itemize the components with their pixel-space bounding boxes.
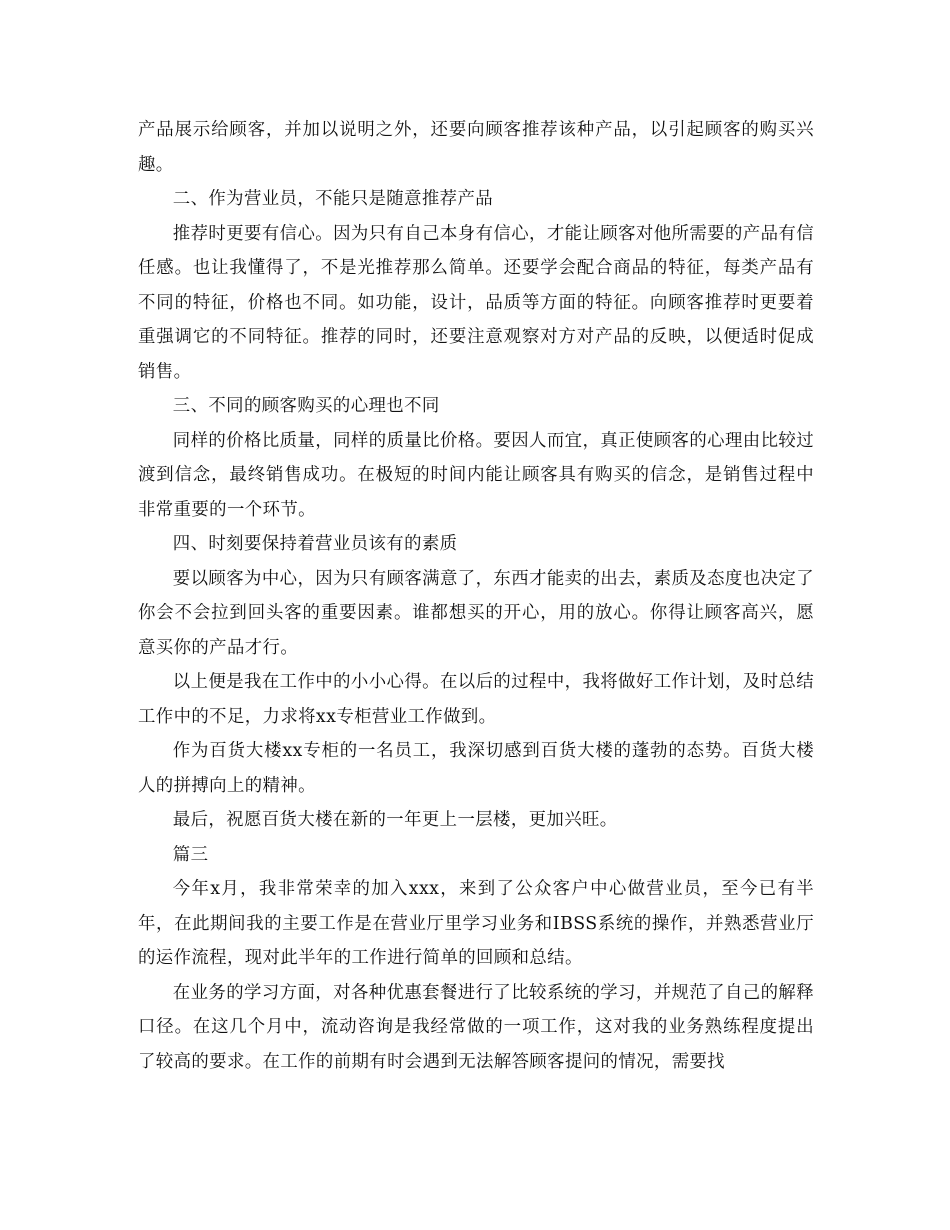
paragraph-customer-centered: 要以顾客为中心，因为只有顾客满意了，东西才能卖的出去，素质及态度也决定了你会不会拉到回头客的重要因素。谁都想买的开心，用的放心。你得让顾客高兴，愿意买你的产品才行。 (138, 568, 814, 658)
paragraph-employee: 作为百货大楼xx专柜的一名员工，我深切感到百货大楼的蓬勃的态势。百货大楼人的拼搏向上的精神。 (138, 741, 814, 796)
paragraph-business-learning: 在业务的学习方面，对各种优惠套餐进行了比较系统的学习，并规范了自己的解释口径。在这几个月中，流动咨询是我经常做的一项工作，这对我的业务熟练程度提出了较高的要求。在工作的前期有时会遇到无法解答顾客提问的情况，需要找 (138, 982, 814, 1072)
paragraph-recommend-confidence: 推荐时更要有信心。因为只有自己本身有信心，才能让顾客对他所需要的产品有信任感。也让我懂得了，不是光推荐那么简单。还要学会配合商品的特征，每类产品有不同的特征，价格也不同。如功能，设计，品质等方面的特征。向顾客推荐时更要着重强调它的不同特征。推荐的同时，还要注意观察对方对产品的反映，以便适时促成销售。 (138, 223, 814, 382)
paragraph-price-quality: 同样的价格比质量，同样的质量比价格。要因人而宜，真正使顾客的心理由比较过渡到信念，最终销售成功。在极短的时间内能让顾客具有购买的信念，是销售过程中非常重要的一个环节。 (138, 430, 814, 520)
section-heading-2: 二、作为营业员，不能只是随意推荐产品 (172, 189, 494, 209)
paragraph-wishes: 最后，祝愿百货大楼在新的一年更上一层楼，更加兴旺。 (172, 810, 618, 830)
document-body (138, 113, 814, 1079)
part-heading: 篇三 (172, 844, 209, 865)
paragraph-summary: 以上便是我在工作中的小小心得。在以后的过程中，我将做好工作计划，及时总结工作中的不足，力求将xx专柜营业工作做到。 (138, 672, 814, 727)
paragraph-intro-continuation: 产品展示给顾客，并加以说明之外，还要向顾客推荐该种产品，以引起顾客的购买兴趣。 (138, 120, 814, 175)
paragraph-joining: 今年x月，我非常荣幸的加入xxx，来到了公众客户中心做营业员，至今已有半年，在此期间我的主要工作是在营业厅里学习业务和IBSS系统的操作，并熟悉营业厅的运作流程，现对此半年的工作进行简单的回顾和总结。 (138, 879, 814, 968)
section-heading-3: 三、不同的顾客购买的心理也不同 (172, 396, 440, 416)
section-heading-4: 四、时刻要保持着营业员该有的素质 (172, 534, 458, 554)
